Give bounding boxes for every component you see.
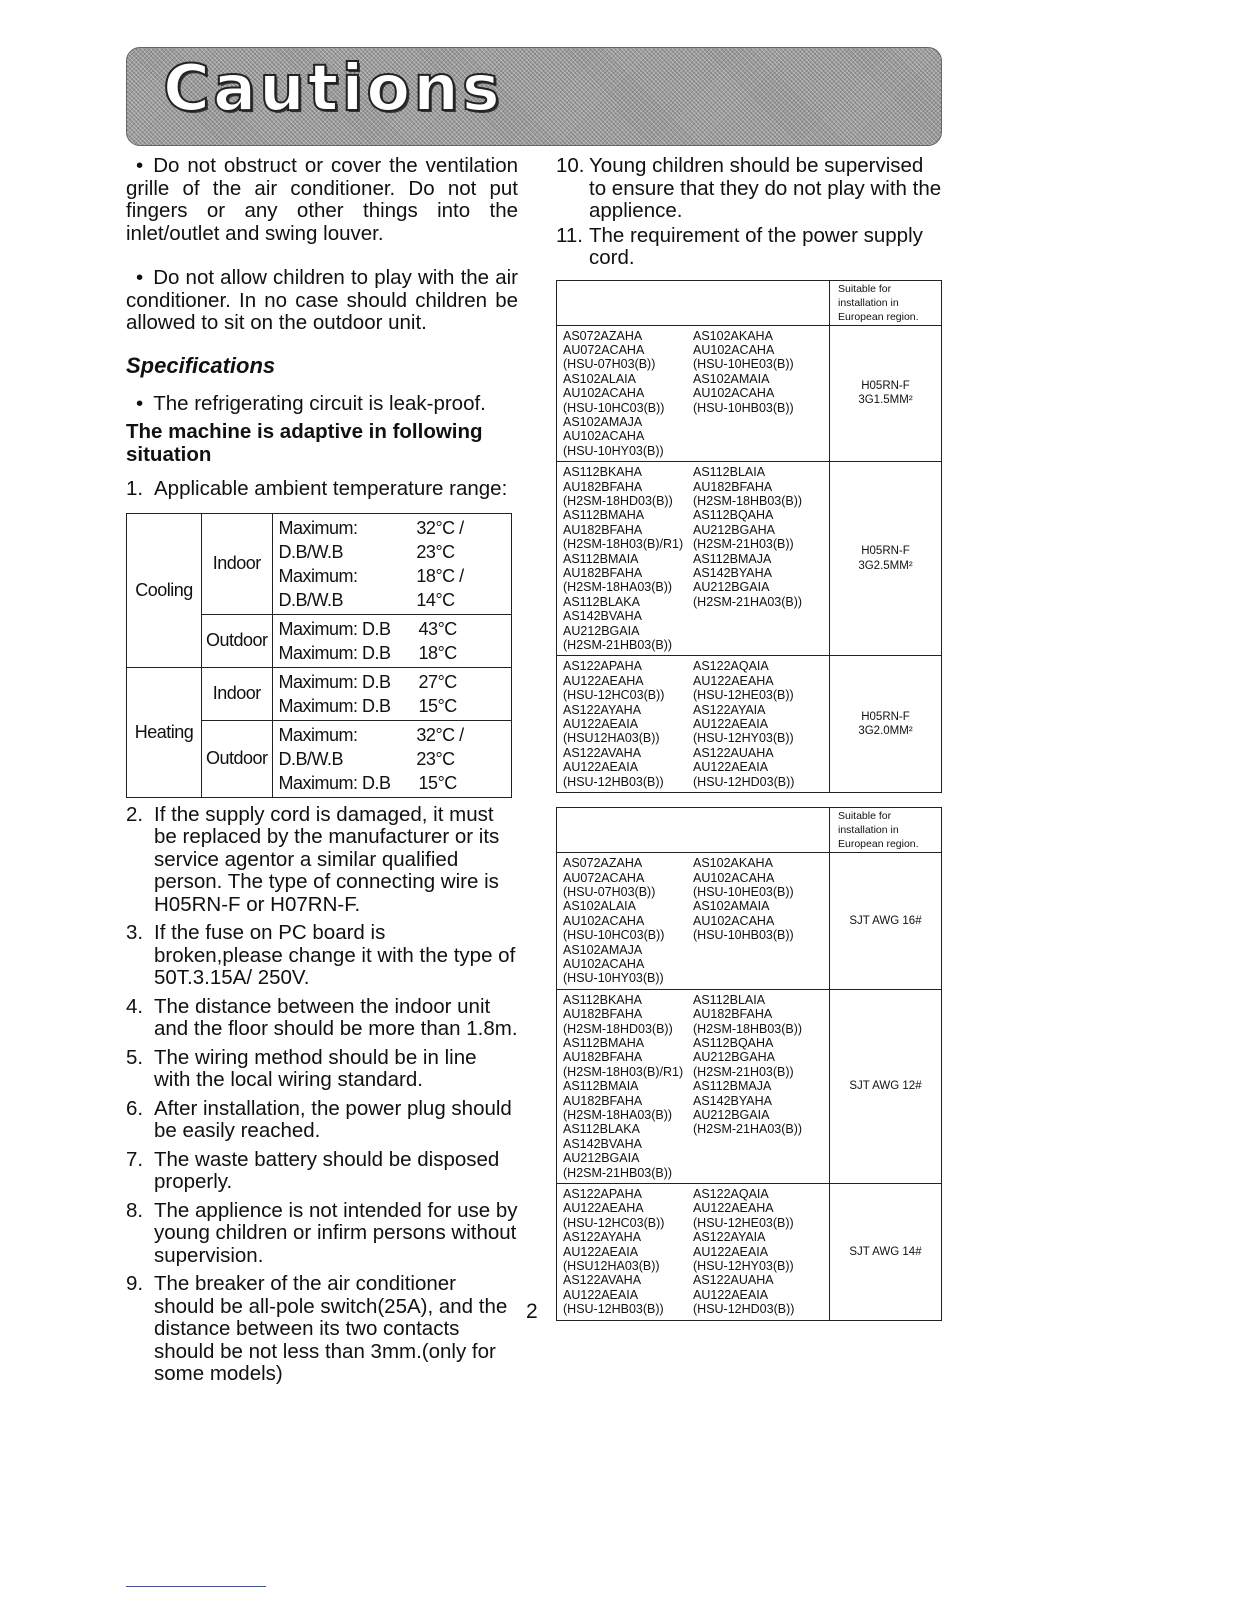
spec-item-3: 3. If the fuse on PC board is broken,please change it with the type of 50T.3.15A/ 250V. <box>126 921 516 989</box>
model-list: AS102AKAHA AU102ACAHA (HSU-10HE03(B)) AS102AMAIA AU102ACAHA (HSU-10HB03(B)) <box>693 856 794 943</box>
loc-cooling-indoor: Indoor <box>202 513 273 614</box>
values-heating-indoor: Maximum: D.B 27°C Maximum: D.B 15°C <box>272 667 511 720</box>
cord-spec: H05RN-F 3G1.5MM² <box>830 325 942 462</box>
model-cell <box>557 462 830 656</box>
values-heating-outdoor: Maximum: D.B/W.B 32°C / 23°C Maximum: D.B 15°C <box>272 720 511 797</box>
values-cooling-outdoor: Maximum: D.B 43°C Maximum: D.B 18°C <box>272 614 511 667</box>
mode-cooling: Cooling <box>127 513 202 667</box>
cord-table-header: Suitable for installation in European region. <box>830 280 942 325</box>
model-list: AS102AKAHA AU102ACAHA (HSU-10HE03(B)) AS102AMAIA AU102ACAHA (HSU-10HB03(B)) <box>693 328 794 415</box>
spec-item-4: 4. The distance between the indoor unit and the floor should be more than 1.8m. <box>126 994 518 1040</box>
specifications-heading: Specifications <box>126 352 276 378</box>
model-cell <box>557 325 830 462</box>
cord-table-european <box>556 280 942 794</box>
footer-rule <box>126 1586 266 1587</box>
cord-table-header-empty <box>557 808 830 853</box>
spec-list-left <box>126 478 518 501</box>
cord-spec: SJT AWG 14# <box>830 1184 942 1321</box>
spec-list-right <box>556 155 946 270</box>
spec-leak-proof: • The refrigerating circuit is leak-proof. <box>126 393 518 416</box>
spec-item-10: 10. Young children should be supervised to ensure that they do not play with the applience. <box>556 154 942 222</box>
model-list: AS122AQAIA AU122AEAHA (HSU-12HE03(B)) AS122AYAIA AU122AEAIA (HSU-12HY03(B)) AS122AUAHA AU122AEAIA (HSU-12HD03(B)) <box>693 1187 795 1317</box>
cord-table-awg <box>556 807 942 1321</box>
adaptive-heading: The machine is adaptive in following situation <box>126 420 483 466</box>
cord-table-header: Suitable for installation in European region. <box>830 808 942 853</box>
values-cooling-indoor: Maximum: D.B/W.B 32°C / 23°C Maximum: D.B/W.B 18°C / 14°C <box>272 513 511 614</box>
model-list: AS112BLAIA AU182BFAHA (H2SM-18HB03(B)) AS112BQAHA AU212BGAHA (H2SM-21H03(B)) AS112BMAJA AS142BYAHA AU212BGAIA (H2SM-21HA03(B)) <box>693 465 803 609</box>
cord-spec: H05RN-F 3G2.0MM² <box>830 656 942 793</box>
loc-cooling-outdoor: Outdoor <box>202 614 273 667</box>
loc-heating-outdoor: Outdoor <box>202 720 273 797</box>
model-list: AS072AZAHA AU072ACAHA (HSU-07H03(B)) AS102ALAIA AU102ACAHA (HSU-10HC03(B)) AS102AMAJA AU102ACAHA (HSU-10HY03(B)) <box>563 328 665 458</box>
cord-spec: H05RN-F 3G2.5MM² <box>830 462 942 656</box>
cord-spec: SJT AWG 16# <box>830 853 942 990</box>
spec-item-11: 11. The requirement of the power supply cord. <box>556 223 923 269</box>
right-column <box>556 155 946 1321</box>
spec-list-left-2 <box>126 804 518 1386</box>
model-cell <box>557 1184 830 1321</box>
model-list: AS122APAHA AU122AEAHA (HSU-12HC03(B)) AS122AYAHA AU122AEAIA (HSU12HA03(B)) AS122AVAHA AU122AEAIA (HSU-12HB03(B)) <box>563 1187 665 1317</box>
page-number: 2 <box>526 1300 538 1323</box>
spec-item-5: 5. The wiring method should be in line with the local wiring standard. <box>126 1045 477 1091</box>
caution-ventilation: • Do not obstruct or cover the ventilation grille of the air conditioner. Do not put fingers or any other things into the inlet/outlet and swing louver. <box>126 155 518 245</box>
loc-heating-indoor: Indoor <box>202 667 273 720</box>
model-list: AS112BKAHA AU182BFAHA (H2SM-18HD03(B)) AS112BMAHA AU182BFAHA (H2SM-18H03(B)/R1) AS112BMAIA AU182BFAHA (H2SM-18HA03(B)) AS112BLAKA AS142BVAHA AU212BGAIA (H2SM-21HB03(B)) <box>563 992 684 1180</box>
cord-spec: SJT AWG 12# <box>830 989 942 1183</box>
model-list: AS112BKAHA AU182BFAHA (H2SM-18HD03(B)) AS112BMAHA AU182BFAHA (H2SM-18H03(B)/R1) AS112BMAIA AU182BFAHA (H2SM-18HA03(B)) AS112BLAKA AS142BVAHA AU212BGAIA (H2SM-21HB03(B)) <box>563 465 684 653</box>
spec-item-8: 8. The applience is not intended for use by young children or infirm persons without supervision. <box>126 1198 518 1267</box>
spec-item-1: 1. Applicable ambient temperature range: <box>126 477 508 500</box>
spec-item-6: 6. After installation, the power plug should be easily reached. <box>126 1096 512 1142</box>
page-title: Cautions <box>163 52 503 126</box>
mode-heating: Heating <box>127 667 202 797</box>
spec-item-9: 9. The breaker of the air conditioner should be all-pole switch(25A), and the distance between its two contacts should be not less than 3mm.(only for some models) <box>126 1272 508 1385</box>
model-list: AS122AQAIA AU122AEAHA (HSU-12HE03(B)) AS122AYAIA AU122AEAIA (HSU-12HY03(B)) AS122AUAHA AU122AEAIA (HSU-12HD03(B)) <box>693 659 795 789</box>
caution-children: • Do not allow children to play with the air conditioner. In no case should children be allowed to sit on the outdoor unit. <box>126 267 518 335</box>
spec-item-7: 7. The waste battery should be disposed properly. <box>126 1147 500 1193</box>
cautions-banner <box>126 47 942 146</box>
temperature-table <box>126 513 512 798</box>
left-column <box>126 155 518 1386</box>
model-cell <box>557 989 830 1183</box>
cord-table-header-empty <box>557 280 830 325</box>
spec-item-2: 2. If the supply cord is damaged, it must be replaced by the manufacturer or its service agentor a similar qualified person. The type of connecting wire is H05RN-F or H07RN-F. <box>126 802 500 916</box>
model-list: AS112BLAIA AU182BFAHA (H2SM-18HB03(B)) AS112BQAHA AU212BGAHA (H2SM-21H03(B)) AS112BMAJA AS142BYAHA AU212BGAIA (H2SM-21HA03(B)) <box>693 992 803 1137</box>
model-cell <box>557 656 830 793</box>
model-cell <box>557 853 830 990</box>
model-list: AS072AZAHA AU072ACAHA (HSU-07H03(B)) AS102ALAIA AU102ACAHA (HSU-10HC03(B)) AS102AMAJA AU102ACAHA (HSU-10HY03(B)) <box>563 856 665 986</box>
model-list: AS122APAHA AU122AEAHA (HSU-12HC03(B)) AS122AYAHA AU122AEAIA (HSU12HA03(B)) AS122AVAHA AU122AEAIA (HSU-12HB03(B)) <box>563 659 665 789</box>
